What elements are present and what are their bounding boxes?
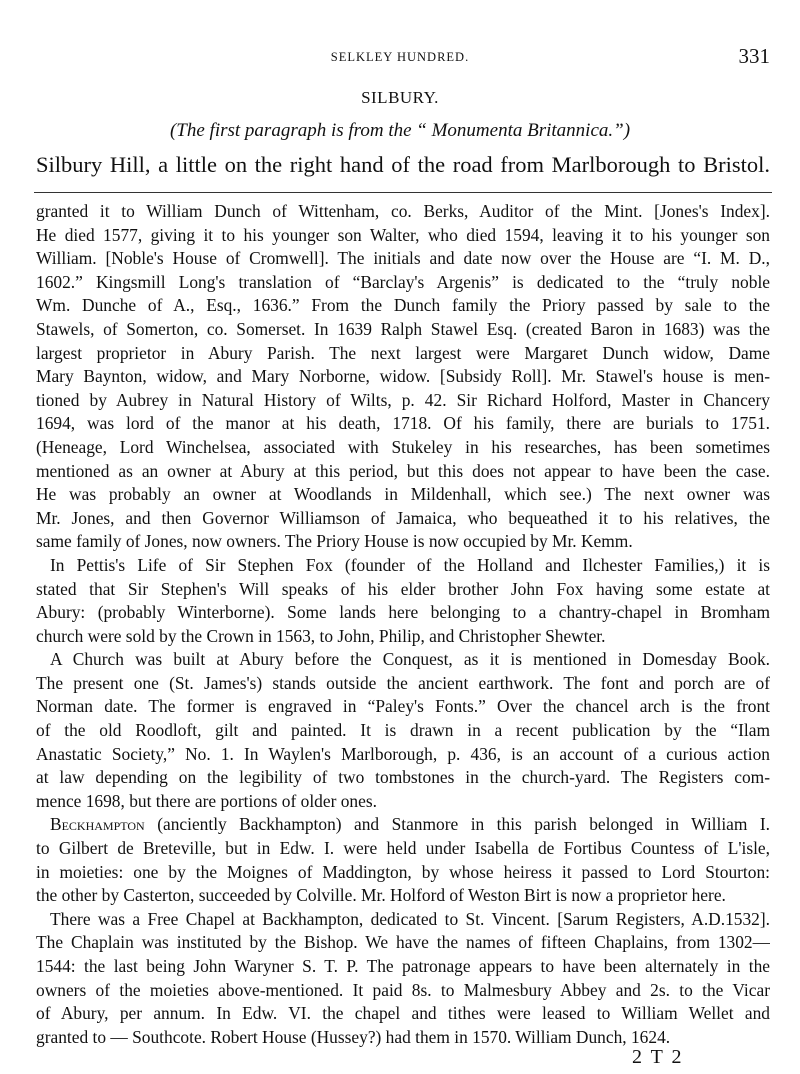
text-line [36,483,770,507]
paragraph [36,648,770,813]
line-text: The Chaplain was instituted by the Bishop. We have the names of fifteen Chaplains, from 1302— [36,932,770,953]
text-line [36,294,770,318]
line-text: tioned by Aubrey in Natural History of Wilts, p. 42. Sir Richard Holford, Master in Chancery [36,389,770,410]
line-text: to Gilbert de Breteville, but in Edw. I. were held under Isabella de Fortibus Countess of L'isle, [36,838,770,859]
line-text: the other by Casterton, succeeded by Colville. Mr. Holford of Weston Birt is now a proprietor here. [36,885,726,906]
line-text: He died 1577, giving it to his younger son Walter, who died 1594, leaving it to his younger son [36,224,770,245]
line-text: There was a Free Chapel at Backhampton, dedicated to St. Vincent. [Sarum Registers, A.D.1532]. [50,908,770,929]
text-line [36,507,770,531]
line-text: of the old Roodloft, gilt and painted. It is drawn in a recent publication by the “Ilam [36,720,770,741]
lead-word: Beckhampton [50,814,145,835]
text-line [36,861,770,885]
paragraph [36,908,770,1050]
line-text: mence 1698, but there are portions of older ones. [36,790,377,811]
line-text: stated that Sir Stephen's Will speaks of his elder brother John Fox having some estate at [36,578,770,599]
line-text: In Pettis's Life of Sir Stephen Fox (founder of the Holland and Ilchester Families,) it is [50,554,770,575]
paragraph [36,554,770,648]
running-head: SELKLEY HUNDRED. [330,50,470,64]
line-text: of Abury, per annum. In Edw. VI. the chapel and tithes were leased to William Wellet and [36,1003,770,1024]
text-line [36,648,770,672]
line-text: largest proprietor in Abury Parish. The next largest were Margaret Dunch widow, Dame [36,342,770,363]
line-text: 1694, was lord of the manor at his death, 1718. Of his family, there are burials to 1751. [36,413,770,434]
text-line [36,460,770,484]
line-text: Wm. Dunche of A., Esq., 1636.” From the Dunch family the Priory passed by sale to the [36,295,770,316]
line-text: same family of Jones, now owners. The Priory House is now occupied by Mr. Kemm. [36,531,633,552]
text-line [36,743,770,767]
text-line [36,931,770,955]
text-line [36,695,770,719]
signature-mark: 2 T 2 [632,1046,684,1068]
text-line [36,271,770,295]
intro-line: Silbury Hill, a little on the right hand of the road from Marlborough to Bristol. [36,152,770,177]
line-text: Mary Baynton, widow, and Mary Norborne, widow. [Subsidy Roll]. Mr. Stawel's house is men- [36,366,770,387]
line-text: William. [Noble's House of Cromwell]. The initials and date now over the House are “I. M. D., [36,248,770,269]
text-line [36,554,770,578]
paragraph [36,813,770,907]
text-line [36,342,770,366]
text-line [36,837,770,861]
text-line [36,766,770,790]
text-line [36,719,770,743]
line-text: (anciently Backhampton) and Stanmore in this parish belonged in William I. [144,814,770,835]
text-line [36,1002,770,1026]
body-text [36,200,770,1049]
text-line [36,247,770,271]
line-text: at law depending on the legibility of two tombstones in the church-yard. The Registers com- [36,767,770,788]
line-text: 1544: the last being John Waryner S. T. P. The patronage appears to have been alternately in the [36,956,770,976]
text-line [36,412,770,436]
text-line [36,365,770,389]
line-text: A Church was built at Abury before the Conquest, as it is mentioned in Domesday Book. [50,649,770,670]
line-text: granted it to William Dunch of Wittenham, co. Berks, Auditor of the Mint. [Jones's Index]. [36,201,770,221]
text-line [36,389,770,413]
divider-rule [34,192,772,193]
line-text: Stawels, of Somerton, co. Somerset. In 1639 Ralph Stawel Esq. (created Baron in 1683) was the [36,318,770,339]
text-line [36,672,770,696]
text-line [36,790,770,814]
text-line [36,601,770,625]
line-text: mentioned as an owner at Abury at this period, but this does not appear to have been the case. [36,460,770,481]
line-text: 1602.” Kingsmill Long's translation of “Barclay's Argenis” is dedicated to the “truly noble [36,271,770,292]
line-text: He was probably an owner at Woodlands in Mildenhall, which see.) The next owner was [36,484,770,505]
text-line [36,955,770,979]
line-text: Norman date. The former is engraved in “Paley's Fonts.” Over the chancel arch is the front [36,696,770,717]
text-line [36,318,770,342]
source-note: (The first paragraph is from the “ Monumenta Britannica.”) [169,120,631,141]
line-text: owners of the moieties above-mentioned. It paid 8s. to Malmesbury Abbey and 2s. to the Vicar [36,979,770,1000]
section-title: SILBURY. [361,88,439,107]
text-line [36,200,770,224]
text-line [36,530,770,554]
line-text: in moieties: one by the Moignes of Maddington, by whose heiress it passed to Lord Stourton: [36,861,770,882]
page-number: 331 [738,44,770,68]
text-line [36,908,770,932]
line-text: The present one (St. James's) stands outside the ancient earthwork. The font and porch are of [36,672,770,693]
text-line [36,979,770,1003]
text-line [36,884,770,908]
line-text: Anastatic Society,” No. 1. In Waylen's Marlborough, p. 436, is an account of a curious action [36,743,770,764]
line-text: church were sold by the Crown in 1563, to John, Philip, and Christopher Shewter. [36,625,606,646]
text-line [36,224,770,248]
line-text: granted to — Southcote. Robert House (Hussey?) had them in 1570. William Dunch, 1624. [36,1026,671,1047]
line-text: Mr. Jones, and then Governor Williamson of Jamaica, who bequeathed it to his relatives, the [36,507,770,528]
line-text: (Heneage, Lord Winchelsea, associated with Stukeley in his researches, has been sometimes [36,436,770,457]
paragraph [36,200,770,554]
text-line [36,625,770,649]
line-text: Abury: (probably Winterborne). Some lands here belonging to a chantry-chapel in Bromham [36,602,770,623]
text-line [36,436,770,460]
text-line [36,578,770,602]
text-line [36,813,770,837]
